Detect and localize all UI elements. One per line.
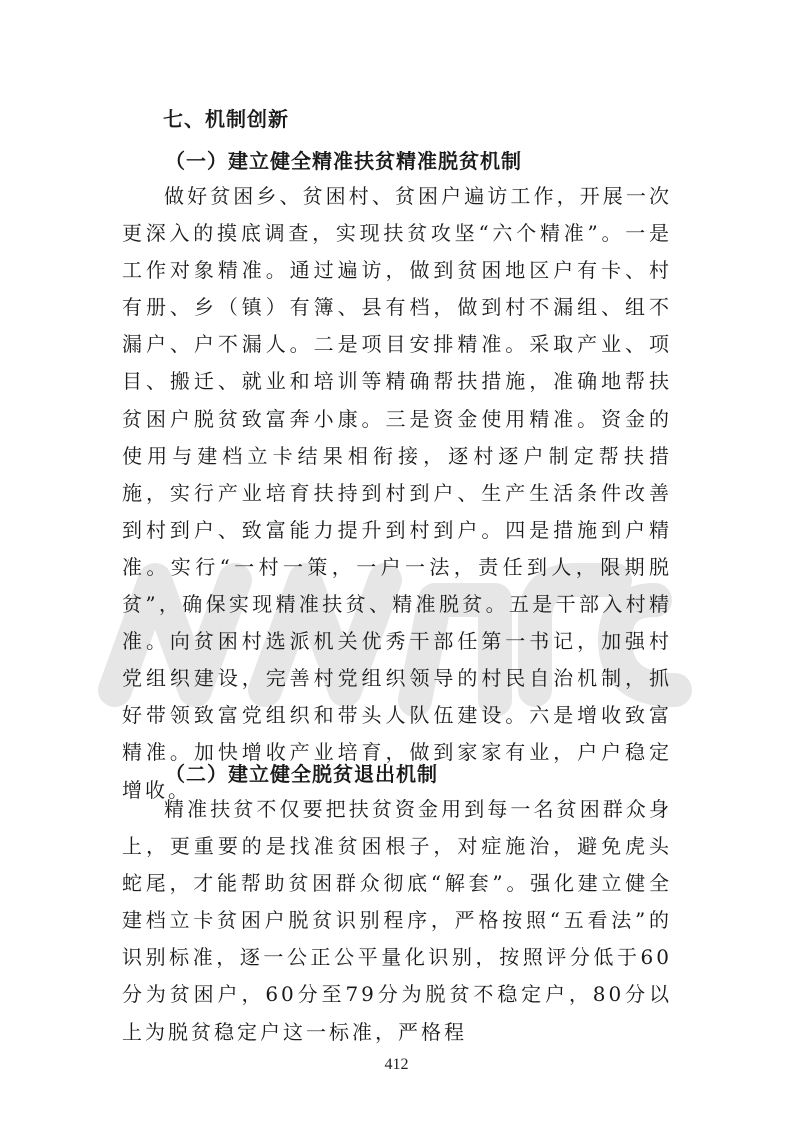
subsection-1-title: （一）建立健全精准扶贫精准脱贫机制 [165, 149, 522, 173]
page-number: 412 [384, 1056, 409, 1073]
subsection-2-paragraph: 精准扶贫不仅要把扶贫资金用到每一名贫困群众身上，更重要的是找准贫困根子，对症施治，避免虎头蛇尾，才能帮助贫困群众彻底“解套”。强化建立健全建档立卡贫困户脱贫识别程序，严格按照“五看法”的识别标准，逐一公正公平量化识别，按照评分低于60分为贫困户，60分至79分为脱贫不稳定户，80分以上为脱贫稳定户这一标准，严格程 [122, 797, 672, 1044]
subsection-1-paragraph: 做好贫困乡、贫困村、贫困户遍访工作，开展一次更深入的摸底调查，实现扶贫攻坚“六个精准”。一是工作对象精准。通过遍访，做到贫困地区户有卡、村有册、乡（镇）有簿、县有档，做到村不漏组、组不漏户、户不漏人。二是项目安排精准。采取产业、项目、搬迁、就业和培训等精确帮扶措施，准确地帮扶贫困户脱贫致富奔小康。三是资金使用精准。资金的使用与建档立卡结果相衔接，逐村逐户制定帮扶措施，实行产业培育扶持到村到户、生产生活条件改善到村到户、致富能力提升到村到户。四是措施到户精准。实行“一村一策，一户一法，责任到人，限期脱贫”，确保实现精准扶贫、精准脱贫。五是干部入村精准。向贫困村选派机关优秀干部任第一书记，加强村党组织建设，完善村党组织领导的村民自治机制，抓好带领致富党组织和带头人队伍建设。六是增收致富精准。加快增收产业培育，做到家家有业，户户稳定增收。 [122, 184, 672, 802]
subsection-2-title: （二）建立健全脱贫退出机制 [165, 762, 438, 786]
section-heading: 七、机制创新 [163, 107, 289, 131]
